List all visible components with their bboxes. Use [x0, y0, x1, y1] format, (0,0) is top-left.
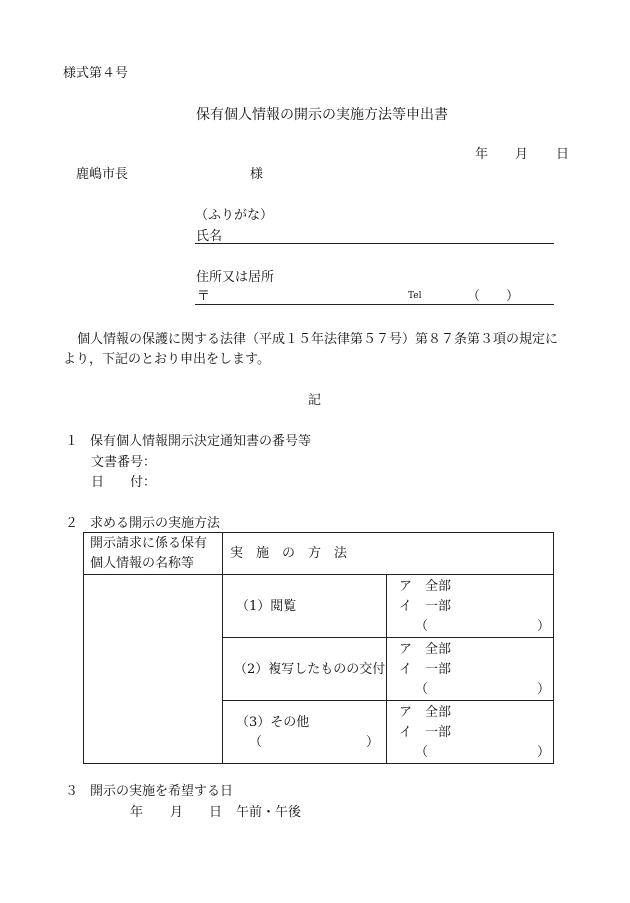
part-detail-open: （	[415, 682, 429, 697]
section3-year-label: 年	[130, 805, 144, 820]
name-label: 氏名	[196, 229, 223, 244]
tel-parens: （ ）	[467, 289, 520, 304]
method-label-copy: （2）複写したものの交付	[234, 661, 386, 677]
scope-cell	[387, 638, 554, 701]
header-info-name-line-1: 開示請求に係る保有	[90, 535, 208, 551]
section3-day-label: 日	[209, 805, 223, 820]
address-label: 住所又は居所	[196, 270, 275, 285]
section3-month-label: 月	[170, 805, 184, 820]
scope-cell	[387, 575, 554, 638]
section1-number: １	[65, 434, 79, 449]
section3-heading: 開示の実施を希望する日	[90, 784, 234, 799]
method-cell	[223, 575, 387, 638]
other-method-detail[interactable]: （ ）	[249, 735, 380, 750]
section1-date-label: 日 付：	[91, 475, 157, 490]
table-header-row	[84, 533, 554, 575]
postal-mark: 〒	[197, 289, 211, 304]
date-month-label: 月	[515, 147, 529, 162]
name-underline	[195, 243, 554, 244]
addressee-name: 鹿嶋市長	[76, 167, 129, 182]
section2-heading: 求める開示の実施方法	[90, 516, 221, 531]
header-method-label: 実 施 の 方 法	[230, 546, 348, 561]
part-detail-close: ）	[537, 682, 551, 697]
option-part[interactable]: イ 一部	[399, 599, 452, 614]
address-underline	[195, 304, 554, 305]
document-title: 保有個人情報の開示の実施方法等申出書	[196, 107, 448, 123]
furigana-label: （ふりがな）	[195, 208, 274, 223]
option-part[interactable]: イ 一部	[399, 725, 452, 740]
section2-number: ２	[65, 516, 79, 531]
option-all[interactable]: ア 全部	[399, 579, 452, 594]
date-day-label: 日	[556, 147, 570, 162]
part-detail-close: ）	[537, 745, 551, 760]
method-label-view: （1）閲覧	[236, 598, 297, 614]
tel-label: Tel	[408, 291, 422, 301]
option-all[interactable]: ア 全部	[399, 705, 452, 720]
disclosure-method-table	[83, 532, 554, 764]
option-all[interactable]: ア 全部	[399, 642, 452, 657]
addressee-honorific: 様	[250, 167, 264, 182]
scope-cell	[387, 701, 554, 764]
date-year-label: 年	[475, 147, 489, 162]
method-cell	[223, 701, 387, 764]
header-info-name-cell	[84, 533, 223, 575]
section1-heading: 保有個人情報開示決定通知書の番号等	[90, 434, 312, 449]
part-detail-open: （	[415, 745, 429, 760]
section3-number: ３	[65, 784, 79, 799]
form-number: 様式第４号	[63, 66, 129, 81]
part-detail-close: ）	[537, 619, 551, 634]
ki-mark: 記	[308, 393, 322, 408]
header-info-name-line-2: 個人情報の名称等	[90, 555, 195, 571]
method-label-other: （3）その他	[236, 715, 310, 730]
method-cell	[223, 638, 387, 701]
intro-line-1: 個人情報の保護に関する法律（平成１５年法律第５７号）第８７条第３項の規定に	[77, 332, 559, 347]
info-name-entry-cell[interactable]	[84, 575, 223, 764]
header-method-cell	[223, 533, 554, 575]
intro-line-2: より，下記のとおり申出をします。	[63, 352, 270, 367]
option-part[interactable]: イ 一部	[399, 662, 452, 677]
table-row	[84, 575, 554, 638]
section3-ampm[interactable]: 午前・午後	[236, 805, 302, 820]
doc-number-label: 文書番号：	[91, 455, 157, 470]
part-detail-open: （	[415, 619, 429, 634]
